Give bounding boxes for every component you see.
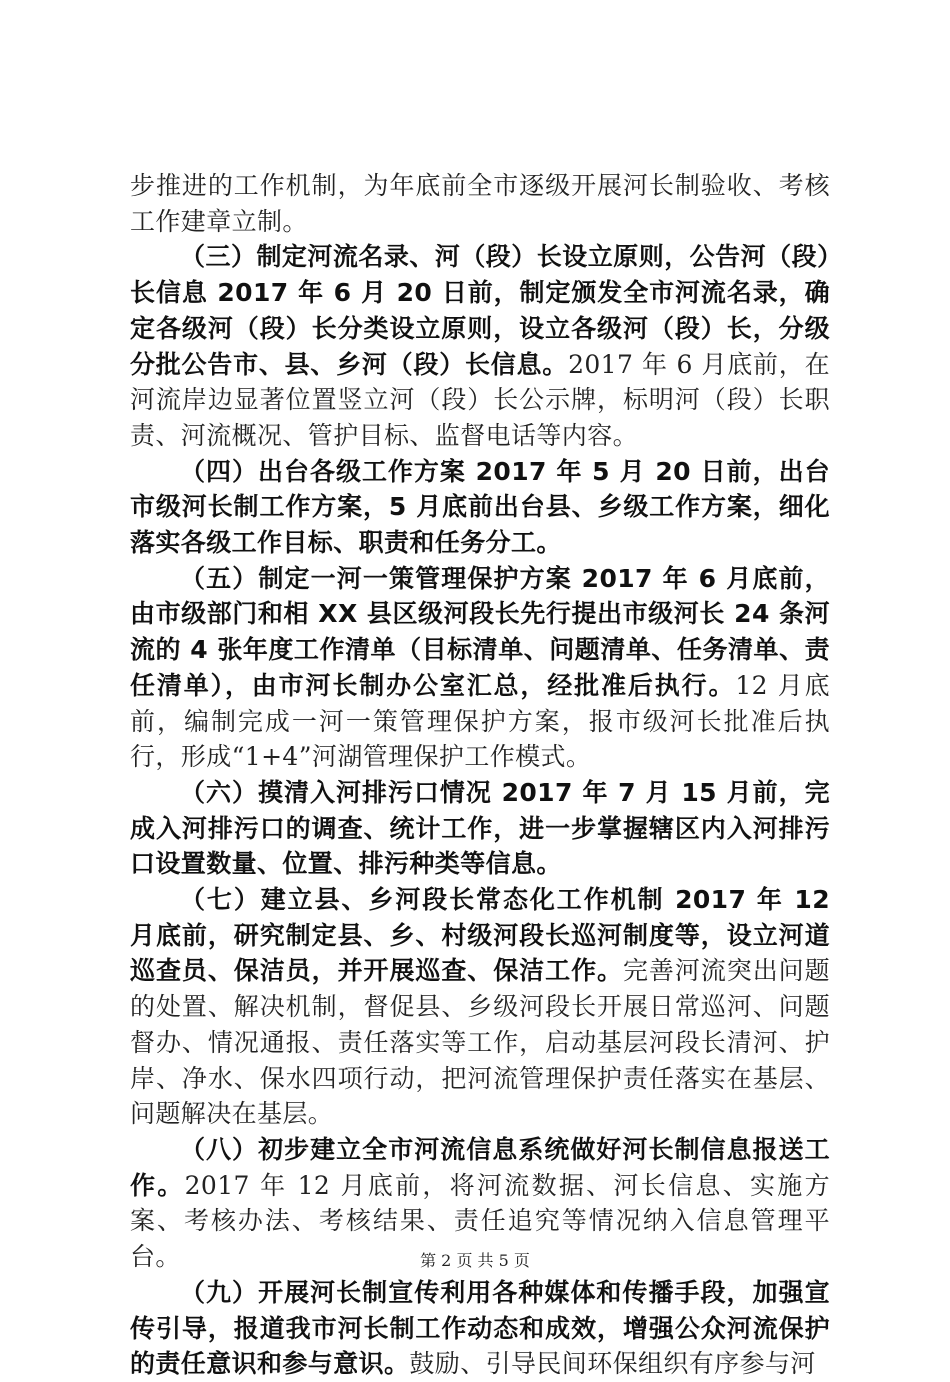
paragraph-heading: （五）制定一河一策管理保护方案 2017 年 6 月底前，由市级部门和相 XX 县区级河段长先行提出市级河长 24 条河流的 4 张年度工作清单（目标清单、问题清单、任务清单、责任清单），由市河长制办公室汇总，经批准后执行。 (130, 563, 830, 700)
paragraph-section-9 (130, 1275, 830, 1382)
paragraph-heading: （九）开展河长制宣传利用各种媒体和传播手段，加强宣传引导，报道我市河长制工作动态和成效，增强公众河流保护的责任意识和参与意识。 (130, 1277, 830, 1379)
document-body (130, 168, 830, 1382)
paragraph-section-5 (130, 561, 830, 775)
paragraph-text: 2017 年 6 月底前，在河流岸边显著位置竖立河（段）长公示牌，标明河（段）长职责、河流概况、管护目标、监督电话等内容。 (130, 349, 830, 450)
paragraph-section-6 (130, 775, 830, 882)
paragraph-section-3 (130, 239, 830, 453)
paragraph-heading: （六）摸清入河排污口情况 2017 年 7 月 15 月前，完成入河排污口的调查、统计工作，进一步掌握辖区内入河排污口设置数量、位置、排污种类等信息。 (130, 777, 830, 879)
paragraph-continuation (130, 168, 830, 239)
paragraph-text: 2017 年 12 月底前，将河流数据、河长信息、实施方案、考核办法、考核结果、责任追究等情况纳入信息管理平台。 (130, 1170, 830, 1272)
page-footer: 第 2 页 共 5 页 (420, 1251, 530, 1270)
paragraph-heading: （三）制定河流名录、河（段）长设立原则，公告河（段）长信息 2017 年 6 月 20 日前，制定颁发全市河流名录，确定各级河（段）长分类设立原则，设立各级河（段）长，分级分批公告市、县、乡河（段）长信息。 (130, 242, 830, 379)
paragraph-text: 12 月底前，编制完成一河一策管理保护方案，报市级河长批准后执行，形成“1+4”河湖管理保护工作模式。 (130, 670, 830, 772)
paragraph-heading: （四）出台各级工作方案 2017 年 5 月 20 日前，出台市级河长制工作方案，5 月底前出台县、乡级工作方案，细化落实各级工作目标、职责和任务分工。 (130, 456, 830, 558)
paragraph-heading: （七）建立县、乡河段长常态化工作机制 2017 年 12 月底前，研究制定县、乡、村级河段长巡河制度等，设立河道巡查员、保洁员，并开展巡查、保洁工作。 (130, 885, 830, 986)
paragraph-heading: （八）初步建立全市河流信息系统做好河长制信息报送工作。 (130, 1134, 830, 1200)
paragraph-section-4 (130, 454, 830, 561)
paragraph-text: 鼓励、引导民间环保组织有序参与河 (409, 1349, 816, 1379)
paragraph-text: 完善河流突出问题的处置、解决机制，督促县、乡级河段长开展日常巡河、问题督办、情况通报、责任落实等工作，启动基层河段长清河、护岸、净水、保水四项行动，把河流管理保护责任落实在基层、问题解决在基层。 (130, 956, 831, 1129)
paragraph-text: 步推进的工作机制，为年底前全市逐级开展河长制验收、考核工作建章立制。 (130, 171, 830, 236)
paragraph-section-7 (130, 882, 830, 1132)
